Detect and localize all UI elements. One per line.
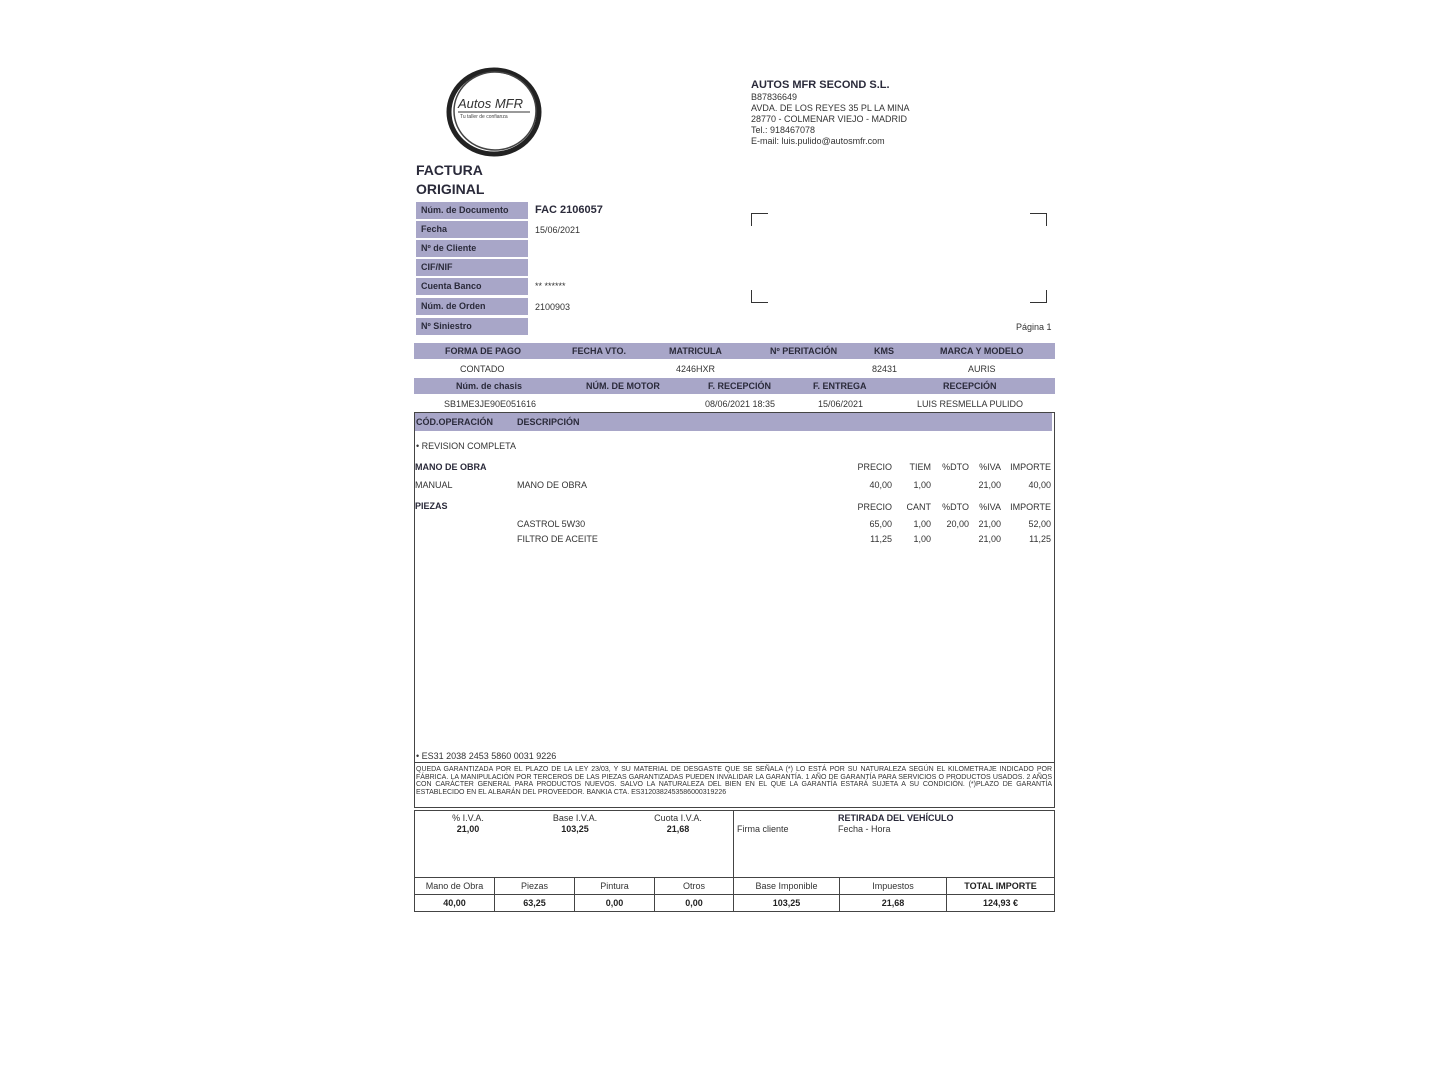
vehicle-recepcion: LUIS RESMELLA PULIDO [917, 399, 1024, 409]
vehicle-f-entrega: 15/06/2021 [818, 399, 864, 409]
labor-row-iva: 21,00 [978, 480, 1001, 490]
labor-header-dto: %DTO [942, 462, 969, 472]
totals-header-base: Base Imponible [755, 881, 818, 891]
labor-header-tiem: TIEM [909, 462, 931, 472]
retirada-firma: Firma cliente [737, 824, 789, 834]
labor-row-qty: 1,00 [913, 480, 931, 490]
totals-value-pintura: 0,00 [605, 898, 624, 908]
parts-header-importe: IMPORTE [1010, 502, 1051, 512]
field-value-orden: 2100903 [535, 302, 571, 312]
vehicle-header-band-2 [414, 378, 1055, 394]
field-label-documento: Núm. de Documento [416, 202, 528, 219]
totals-value-otros: 0,00 [685, 898, 703, 908]
totals-header-otros: Otros [682, 881, 705, 891]
field-label-siniestro: Nº Siniestro [416, 318, 528, 335]
totals-top-line [414, 877, 1055, 878]
vat-header-cuota: Cuota I.V.A. [654, 813, 702, 823]
field-label-fecha: Fecha [416, 221, 528, 238]
header-peritacion: Nº PERITACIÓN [770, 346, 838, 356]
labor-header-precio: PRECIO [857, 462, 892, 472]
document-title: FACTURA [416, 162, 483, 178]
field-value-fecha: 15/06/2021 [535, 225, 581, 235]
header-forma-pago: FORMA DE PAGO [445, 346, 521, 356]
labor-header-iva: %IVA [979, 462, 1001, 472]
labor-header-importe: IMPORTE [1010, 462, 1051, 472]
summary-box [414, 810, 1055, 912]
part-row-2-precio: 11,25 [870, 534, 892, 544]
retirada-fecha: Fecha - Hora [838, 824, 891, 834]
address-window-corner-bl [751, 290, 768, 303]
header-chasis: Núm. de chasis [456, 381, 523, 391]
vehicle-header-band-1 [414, 343, 1055, 359]
vehicle-matricula: 4246HXR [676, 364, 716, 374]
vat-value-base: 103,25 [561, 824, 589, 834]
vat-header-rate: % I.V.A. [452, 813, 484, 823]
labor-row-desc: MANO DE OBRA [517, 480, 588, 490]
labor-row-precio: 40,00 [869, 480, 892, 490]
header-kms: KMS [874, 346, 894, 356]
logo-tagline: Tu taller de confianza [460, 114, 508, 120]
totals-value-total: 124,93 € [982, 898, 1019, 908]
field-value-cuenta: ** ****** [535, 281, 566, 291]
operation-title: • REVISION COMPLETA [416, 441, 517, 451]
legal-text: QUEDA GARANTIZADA POR EL PLAZO DE LA LEY 23/03, Y SU MATERIAL DE DESGASTE QUE SE SEÑALA (*) LO ESTÁ POR SU NATURALEZA SEGÚN EL KILOMETRAJE INDICADO POR FÁBRICA. LA MANIPULACIÓN POR TERCEROS DE LAS PIEZAS GARANTIZADAS PUEDEN INVALIDAR LA GARANTÍA. 1 AÑO DE GARANTÍA PARA SERVICIOS O PRODUCTOS USADOS. 2 AÑOS CON CARÁCTER GENERAL PARA PRODUCTOS NUEVOS. SALVO LA NATURALEZA DEL BIEN EN EL QUE LA GARANTÍA ESTARÁ SUJETA A SU CONDICIÓN. (*)PLAZO DE GARANTÍA ESTABLECIDO EN EL ALBARÁN DEL PROVEEDOR. BANKIA CTA. ES3120382453586000319226 [416, 766, 1052, 796]
field-label-cuenta: Cuenta Banco [416, 278, 528, 295]
company-address: AVDA. DE LOS REYES 35 PL LA MINA [751, 103, 910, 113]
vehicle-forma-pago: CONTADO [460, 364, 505, 374]
bank-account-line: • ES31 2038 2453 5860 0031 9226 [416, 751, 557, 761]
totals-header-piezas: Piezas [520, 881, 548, 891]
labor-section-title: MANO DE OBRA [415, 462, 487, 472]
vehicle-marca-modelo: AURIS [968, 364, 996, 374]
summary-divider [733, 810, 734, 912]
vat-value-cuota: 21,68 [666, 824, 690, 834]
vehicle-chasis: SB1ME3JE90E051616 [444, 399, 537, 409]
page-number: Página 1 [1016, 322, 1052, 332]
header-recepcion: RECEPCIÓN [943, 381, 997, 391]
address-window-corner-tr [1030, 213, 1047, 226]
part-row-1-precio: 65,00 [869, 519, 892, 529]
vehicle-kms: 82431 [872, 364, 898, 374]
header-marca-modelo: MARCA Y MODELO [940, 346, 1024, 356]
operations-header [415, 413, 1052, 431]
field-label-cliente: Nº de Cliente [416, 240, 528, 257]
labor-row-importe: 40,00 [1028, 480, 1051, 490]
part-row-2-qty: 1,00 [913, 534, 931, 544]
company-city: 28770 - COLMENAR VIEJO - MADRID [751, 114, 908, 124]
parts-header-iva: %IVA [979, 502, 1001, 512]
totals-value-piezas: 63,25 [523, 898, 546, 908]
part-row-2-importe: 11,25 [1029, 534, 1051, 544]
parts-section-title: PIEZAS [415, 501, 448, 511]
logo-text: Autos MFR [458, 96, 524, 111]
company-name: AUTOS MFR SECOND S.L. [751, 79, 890, 91]
part-row-1-importe: 52,00 [1028, 519, 1051, 529]
header-matricula: MATRICULA [669, 346, 722, 356]
part-row-1-dto: 20,00 [946, 519, 969, 529]
labor-row-code: MANUAL [415, 480, 453, 490]
part-row-2-iva: 21,00 [978, 534, 1001, 544]
totals-header-total: TOTAL IMPORTE [964, 881, 1037, 891]
company-phone: Tel.: 918467078 [751, 125, 816, 135]
vat-value-rate: 21,00 [456, 824, 480, 834]
totals-header-mano-obra: Mano de Obra [425, 881, 484, 891]
header-f-recepcion: F. RECEPCIÓN [708, 381, 772, 391]
ops-header-desc: DESCRIPCIÓN [517, 417, 580, 427]
header-motor: NÚM. DE MOTOR [586, 381, 660, 391]
part-row-2-desc: FILTRO DE ACEITE [517, 534, 598, 544]
part-row-1-iva: 21,00 [978, 519, 1001, 529]
field-label-cif: CIF/NIF [416, 259, 528, 276]
address-window-corner-br [1030, 290, 1047, 303]
header-f-entrega: F. ENTREGA [813, 381, 867, 391]
vehicle-f-recepcion: 08/06/2021 18:35 [705, 399, 776, 409]
vat-header-base: Base I.V.A. [552, 813, 598, 823]
legal-divider [415, 762, 1054, 763]
totals-header-impuestos: Impuestos [872, 881, 914, 891]
totals-value-mano-obra: 40,00 [443, 898, 466, 908]
parts-header-precio: PRECIO [857, 502, 892, 512]
totals-mid-line [414, 894, 1055, 895]
header-fecha-vto: FECHA VTO. [572, 346, 627, 356]
company-cif: B87836649 [751, 92, 798, 102]
field-label-orden: Núm. de Orden [416, 298, 528, 315]
totals-value-base: 103,25 [772, 898, 801, 908]
ops-header-code: CÓD.OPERACIÓN [416, 417, 494, 427]
part-row-1-desc: CASTROL 5W30 [517, 519, 586, 529]
retirada-title: RETIRADA DEL VEHÍCULO [838, 813, 954, 823]
parts-header-cant: CANT [906, 502, 931, 512]
parts-header-dto: %DTO [942, 502, 969, 512]
document-subtitle: ORIGINAL [416, 181, 485, 197]
address-window-corner-tl [751, 213, 768, 226]
company-logo [444, 66, 544, 158]
logo-ring-icon [444, 66, 544, 158]
totals-header-pintura: Pintura [600, 881, 629, 891]
company-email: E-mail: luis.pulido@autosmfr.com [751, 136, 885, 146]
field-value-documento: FAC 2106057 [535, 204, 603, 216]
totals-value-impuestos: 21,68 [881, 898, 905, 908]
part-row-1-qty: 1,00 [913, 519, 931, 529]
